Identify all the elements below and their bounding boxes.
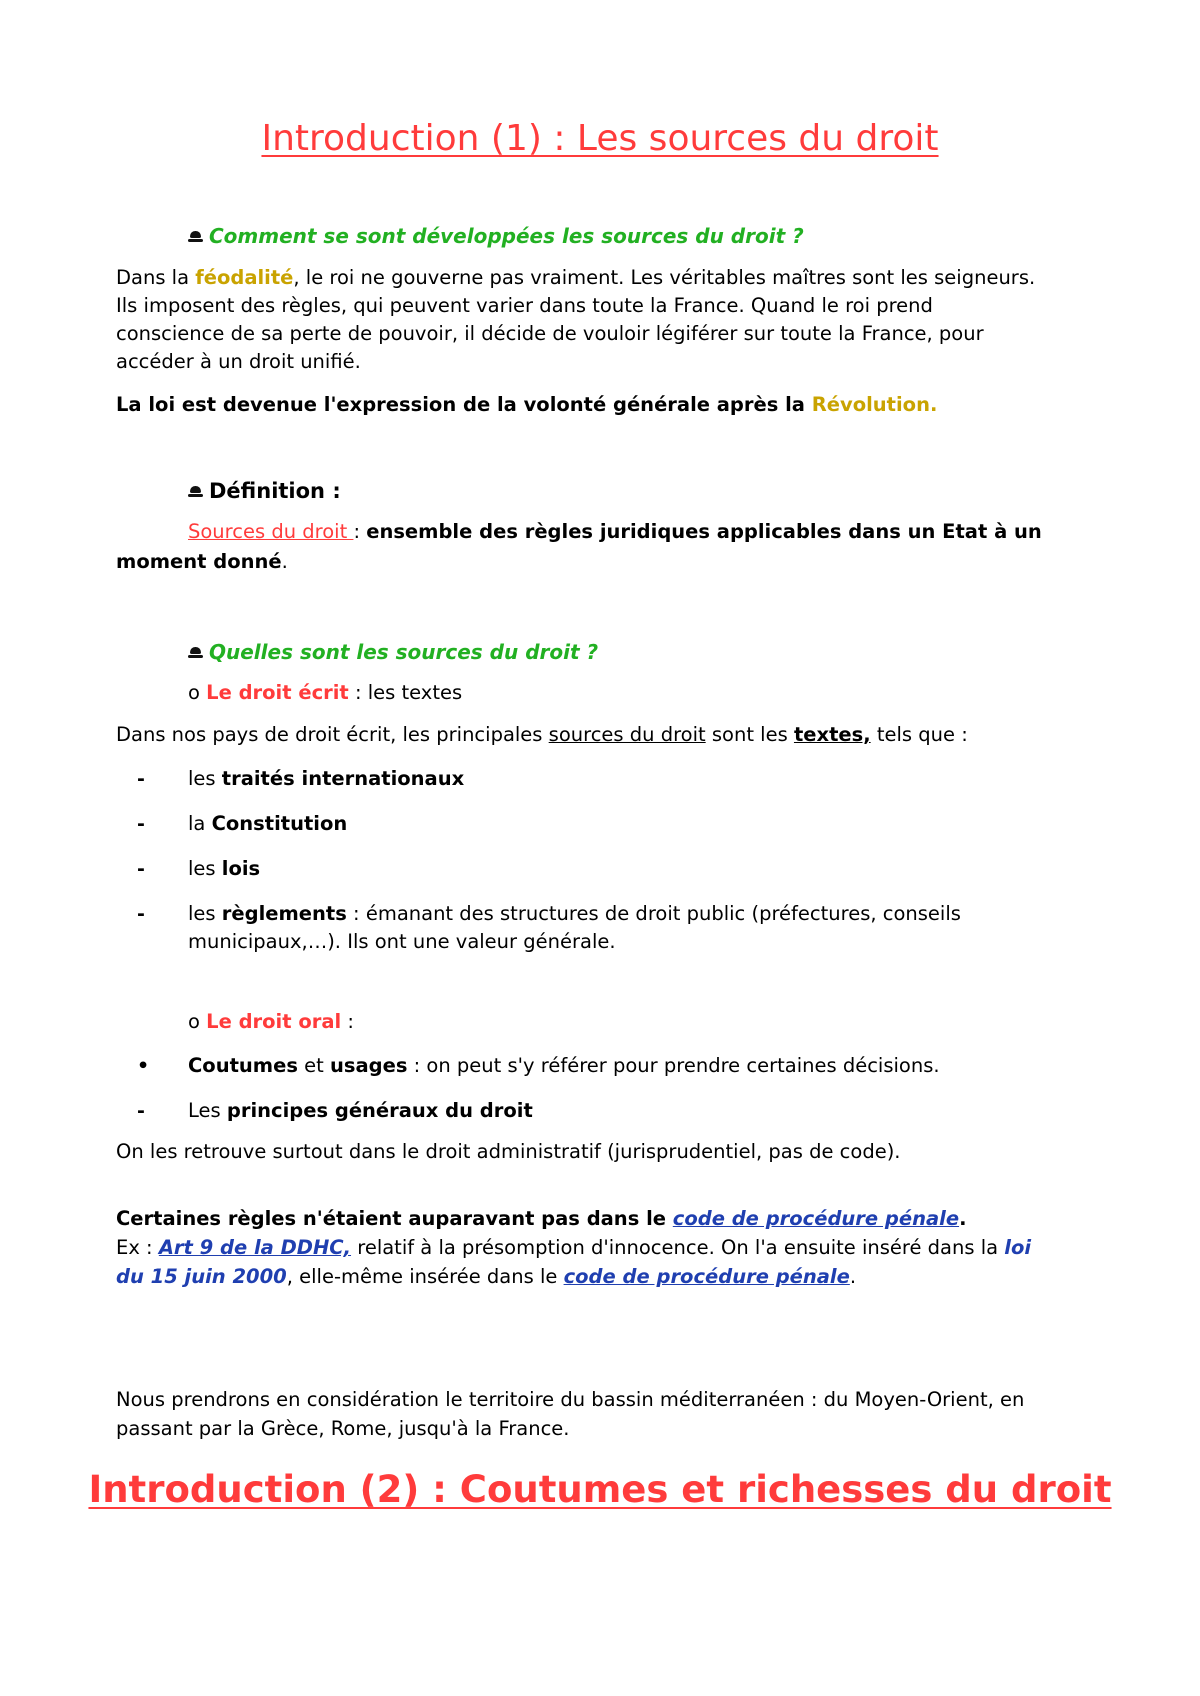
para-1-line-3: conscience de sa perte de pouvoir, il décide de vouloir légiférer sur toute la France, pour bbox=[116, 322, 984, 345]
para-1-line-2: Ils imposent des règles, qui peuvent varier dans toute la France. Quand le roi prend bbox=[116, 294, 933, 317]
question-2: Quelles sont les sources du droit ? bbox=[188, 638, 598, 667]
question-1: Comment se sont développées les sources du droit ? bbox=[188, 222, 804, 251]
feodalite-term: féodalité bbox=[195, 266, 294, 289]
hat-bullet-icon bbox=[188, 485, 203, 499]
definition-term: Sources du droit bbox=[188, 520, 354, 543]
ddhc-link[interactable]: Art 9 de la DDHC, bbox=[158, 1236, 352, 1259]
loi-link[interactable]: loi bbox=[1004, 1236, 1032, 1259]
para-1-line-1: Dans la féodalité, le roi ne gouverne pas vraiment. Les véritables maîtres sont les seigneurs. bbox=[116, 266, 1036, 289]
loi-date-link[interactable]: du 15 juin 2000 bbox=[116, 1265, 287, 1288]
para-7-line-2: passant par la Grèce, Rome, jusqu'à la France. bbox=[116, 1417, 570, 1440]
hat-bullet-icon bbox=[188, 646, 203, 660]
definition-line-2: moment donné. bbox=[116, 550, 288, 573]
definition-line-1: Sources du droit : ensemble des règles juridiques applicables dans un Etat à un bbox=[188, 520, 1042, 543]
document-page: Introduction (1) : Les sources du droit Comment se sont développées les sources du droit ? Dans la féodalité, le roi ne gouverne pas vraiment. Les véritables maîtres sont les seigneurs. Ils imposent des règles, qui peuvent varier dans toute la France. Quand le roi prend conscience de sa perte de pouvoir, il décide de vouloir légiférer sur toute la France, pour accéder à un droit unifié. La loi est devenue l'expression de la volonté générale après la Révolution. Définition : Sources du droit : ensemble des règles juridiques applicables dans un Etat à un moment donné. Quelles sont les sources du droit ? o Le droit écrit : les textes Dans nos pays de droit écrit, les principales sources du droit sont les textes, tels que : - les traités internationaux - la Constitution - les lois - les règlements : émanant des structures de droit public (préfectures, conseils municipaux,…). Ils ont une valeur générale. o Le droit oral : • Coutumes et usages : on peut s'y référer pour prendre certaines décisions. - Les principes généraux du droit On les retrouve surtout dans le droit administratif (jurisprudentiel, pas de code). Certaines règles n'étaient auparavant pas dans le code de procédure pénale. Ex : Art 9 de la DDHC, relatif à la présomption d'innocence. On l'a ensuite inséré dans la loi du 15 juin 2000, elle-même insérée dans le code de procédure pénale. Nous prendrons en considération le territoire du bassin méditerranéen : du Moyen-Orient, en passant par la Grèce, Rome, jusqu'à la France. Introduction (2) : Coutumes et richesses du droit bbox=[0, 0, 1200, 1696]
title-1: Introduction (1) : Les sources du droit bbox=[261, 118, 939, 159]
code-procedure-penale-link[interactable]: code de procédure pénale bbox=[672, 1207, 960, 1230]
para-2: La loi est devenue l'expression de la volonté générale après la Révolution. bbox=[116, 393, 938, 416]
para-6-line-1: Ex : Art 9 de la DDHC, relatif à la présomption d'innocence. On l'a ensuite inséré dans la loi bbox=[116, 1236, 1032, 1259]
list-item-continuation: municipaux,…). Ils ont une valeur générale. bbox=[188, 930, 616, 953]
droit-oral-heading: o Le droit oral : bbox=[188, 1010, 354, 1033]
para-6-line-2: du 15 juin 2000, elle-même insérée dans le code de procédure pénale. bbox=[116, 1265, 857, 1288]
para-4: On les retrouve surtout dans le droit administratif (jurisprudentiel, pas de code). bbox=[116, 1140, 901, 1163]
para-5: Certaines règles n'étaient auparavant pas dans le code de procédure pénale. bbox=[116, 1207, 967, 1230]
code-procedure-penale-link-2[interactable]: code de procédure pénale bbox=[563, 1265, 850, 1288]
hat-bullet-icon bbox=[188, 230, 203, 244]
revolution-term: Révolution. bbox=[811, 393, 938, 416]
para-3: Dans nos pays de droit écrit, les principales sources du droit sont les textes, tels que : bbox=[116, 723, 968, 746]
droit-ecrit-heading: o Le droit écrit : les textes bbox=[188, 681, 463, 704]
para-1-line-4: accéder à un droit unifié. bbox=[116, 350, 361, 373]
para-7-line-1: Nous prendrons en considération le territoire du bassin méditerranéen : du Moyen-Orient, en bbox=[116, 1388, 1025, 1411]
definition-heading: Définition : bbox=[188, 477, 341, 506]
title-2: Introduction (2) : Coutumes et richesses du droit bbox=[88, 1468, 1112, 1511]
